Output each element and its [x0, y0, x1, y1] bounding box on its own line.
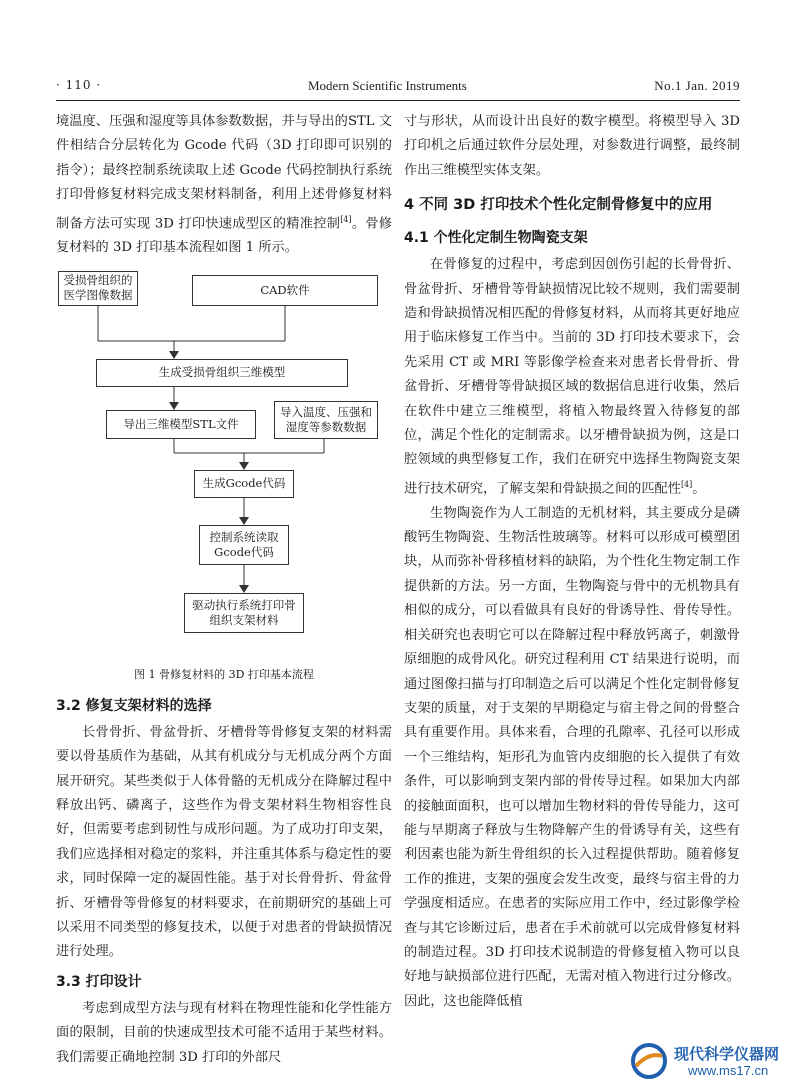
- page-number: · 110 ·: [56, 78, 102, 92]
- paragraph: 在骨修复的过程中，考虑到因创伤引起的长骨骨折、骨盆骨折、牙槽骨等骨缺损情况比较不规则，我们需要制造和骨缺损情况相匹配的骨修复材料，从而将其更好地应用于临床修复工作当中。当前的 3D 打印技术要求下，会先采用 CT 或 MRI 等影像学检查来对患者长骨骨折、骨盆骨折、牙槽骨等骨缺损区域的数据信息进行收集，然后在软件中建立三维模型，将植入物最终置入待修复的部位，满足个性化的定制需求。以牙槽骨缺损为例，这是口腔领域的典型修复工作，我们在研究中选择生物陶瓷支架进行技术研究，了解支架和骨缺损之间的匹配性[4]。: [404, 257, 740, 497]
- flow-box-3d-model: 生成受损骨组织三维模型: [96, 359, 348, 387]
- arrowhead: [169, 402, 179, 410]
- flow-box-cad: CAD软件: [192, 275, 378, 306]
- citation: [4]: [680, 479, 693, 489]
- flow-box-execution: 驱动执行系统打印骨组织支架材料: [184, 593, 304, 633]
- watermark-name: 现代科学仪器网: [674, 1045, 780, 1063]
- paragraph: 生物陶瓷作为人工制造的无机材料，其主要成分是磷酸钙生物陶瓷、生物活性玻璃等。材料可以形成可模塑团块，从而弥补骨移植材料的缺陷，为个性化生物定制工作提供新的方法。另一方面，生物陶瓷与骨中的无机物具有相似的成分，可以看做具有良好的骨诱导性、骨传导性。相关研究也表明它可以在降解过程中释放钙离子，刺激骨原细胞的成骨风化。研究过程利用 CT 结果进行说明，而通过图像扫描与打印制造之后可以满足个性化定制骨修复支架的质量，对于支架的早期稳定与宿主骨之间的骨整合具有重要作用。具体来看，合理的孔隙率、孔径可以形成一个三维结构，矩形孔为血管内皮细胞的长入提供了有效条件，可以影响到支架内部的骨传导过程。如果加大内部的接触面面积，也可以增加生物材料的骨传导能力，这可能与早期离子释放与生物降解产生的骨诱导有关，这些有利因素也能为新生骨组织的长入过程提供帮助。随着修复工作的推进，支架的强度会发生改变，最终与宿主骨的力学强度相适应。在患者的实际应用工作中，经过影像学检查与其它诊断过后，患者在手术前就可以完成骨修复材料的制造过程。3D 打印技术说制造的骨修复植入物可以良好地与缺损部位进行匹配，无需对植入物进行过分修改。因此，这也能降低植: [404, 505, 740, 1009]
- paragraph-continued: 寸与形状，从而设计出良好的数字模型。将模型导入 3D 打印机之后通过软件分层处理，对参数进行调整，最终制作出三维模型实体支架。: [404, 114, 740, 178]
- arrowhead: [239, 517, 249, 525]
- section-heading-3-3: 3.3 打印设计: [56, 973, 142, 990]
- header-rule: [56, 100, 740, 101]
- arrowhead: [169, 351, 179, 359]
- section-heading-3-2: 3.2 修复支架材料的选择: [56, 697, 212, 714]
- running-header: [56, 78, 740, 100]
- paragraph: 长骨骨折、骨盆骨折、牙槽骨等骨修复支架的材料需要以骨基质作为基础，从其有机成分与无机成分两个方面展开研究。某些类似于人体骨骼的无机成分在降解过程中释放出钙、磷离子，这些作为骨支架材料生物相容性良好，但需要考虑到韧性与成形问题。为了成功打印支架，我们应选择相对稳定的浆料，并注重其体系与稳定性的要求，同时保障一定的凝固性能。基于对长骨骨折、骨盆骨折、牙槽骨等骨修复的材料要求，在前期研究的基础上可以采用不同类型的修复技术，以便于对患者的骨缺损情况进行处理。: [56, 724, 392, 960]
- citation: [4]: [340, 214, 352, 224]
- arrowhead: [239, 585, 249, 593]
- figure-caption: 图 1 骨修复材料的 3D 打印基本流程: [134, 667, 314, 681]
- watermark-url: www.ms17.cn: [688, 1063, 769, 1078]
- section-heading-4-1: 4.1 个性化定制生物陶瓷支架: [404, 230, 588, 247]
- flow-box-medical-image: 受损骨组织的医学图像数据: [58, 271, 138, 306]
- flowchart: [56, 269, 392, 667]
- flow-box-gcode: 生成Gcode代码: [194, 470, 294, 498]
- flow-box-stl: 导出三维模型STL文件: [106, 410, 256, 439]
- paragraph: 考虑到成型方法与现有材料在物理性能和化学性能方面的限制，目前的快速成型技术可能不适用于某些材料。我们需要正确地控制 3D 打印的外部尺: [56, 1000, 392, 1065]
- issue-info: No.1 Jan. 2019: [654, 78, 740, 93]
- left-column: [56, 110, 392, 1070]
- logo-mark-icon: [630, 1042, 668, 1080]
- arrowhead: [239, 462, 249, 470]
- watermark-logo: [630, 1040, 800, 1085]
- flow-box-parameters: 导入温度、压强和湿度等参数数据: [274, 401, 378, 439]
- right-column: [404, 110, 740, 1014]
- paragraph-continued: 境温度、压强和湿度等具体参数数据，并与导出的STL 文件相结合分层转化为 Gcode 代码（3D 打印即可识别的指令）；最终控制系统读取上述 Gcode 代码控制执行系统打印骨修复材料完成支架材料制备，利用上述骨修复材料制备方法可实现 3D 打印快速成型区的精准控制[4]。骨修复材料的 3D 打印基本流程如图 1 所示。: [56, 114, 392, 256]
- journal-name: Modern Scientific Instruments: [308, 78, 467, 93]
- section-heading-4: 4 不同 3D 打印技术个性化定制骨修复中的应用: [404, 197, 713, 214]
- flow-box-control-system: 控制系统读取Gcode代码: [199, 525, 289, 565]
